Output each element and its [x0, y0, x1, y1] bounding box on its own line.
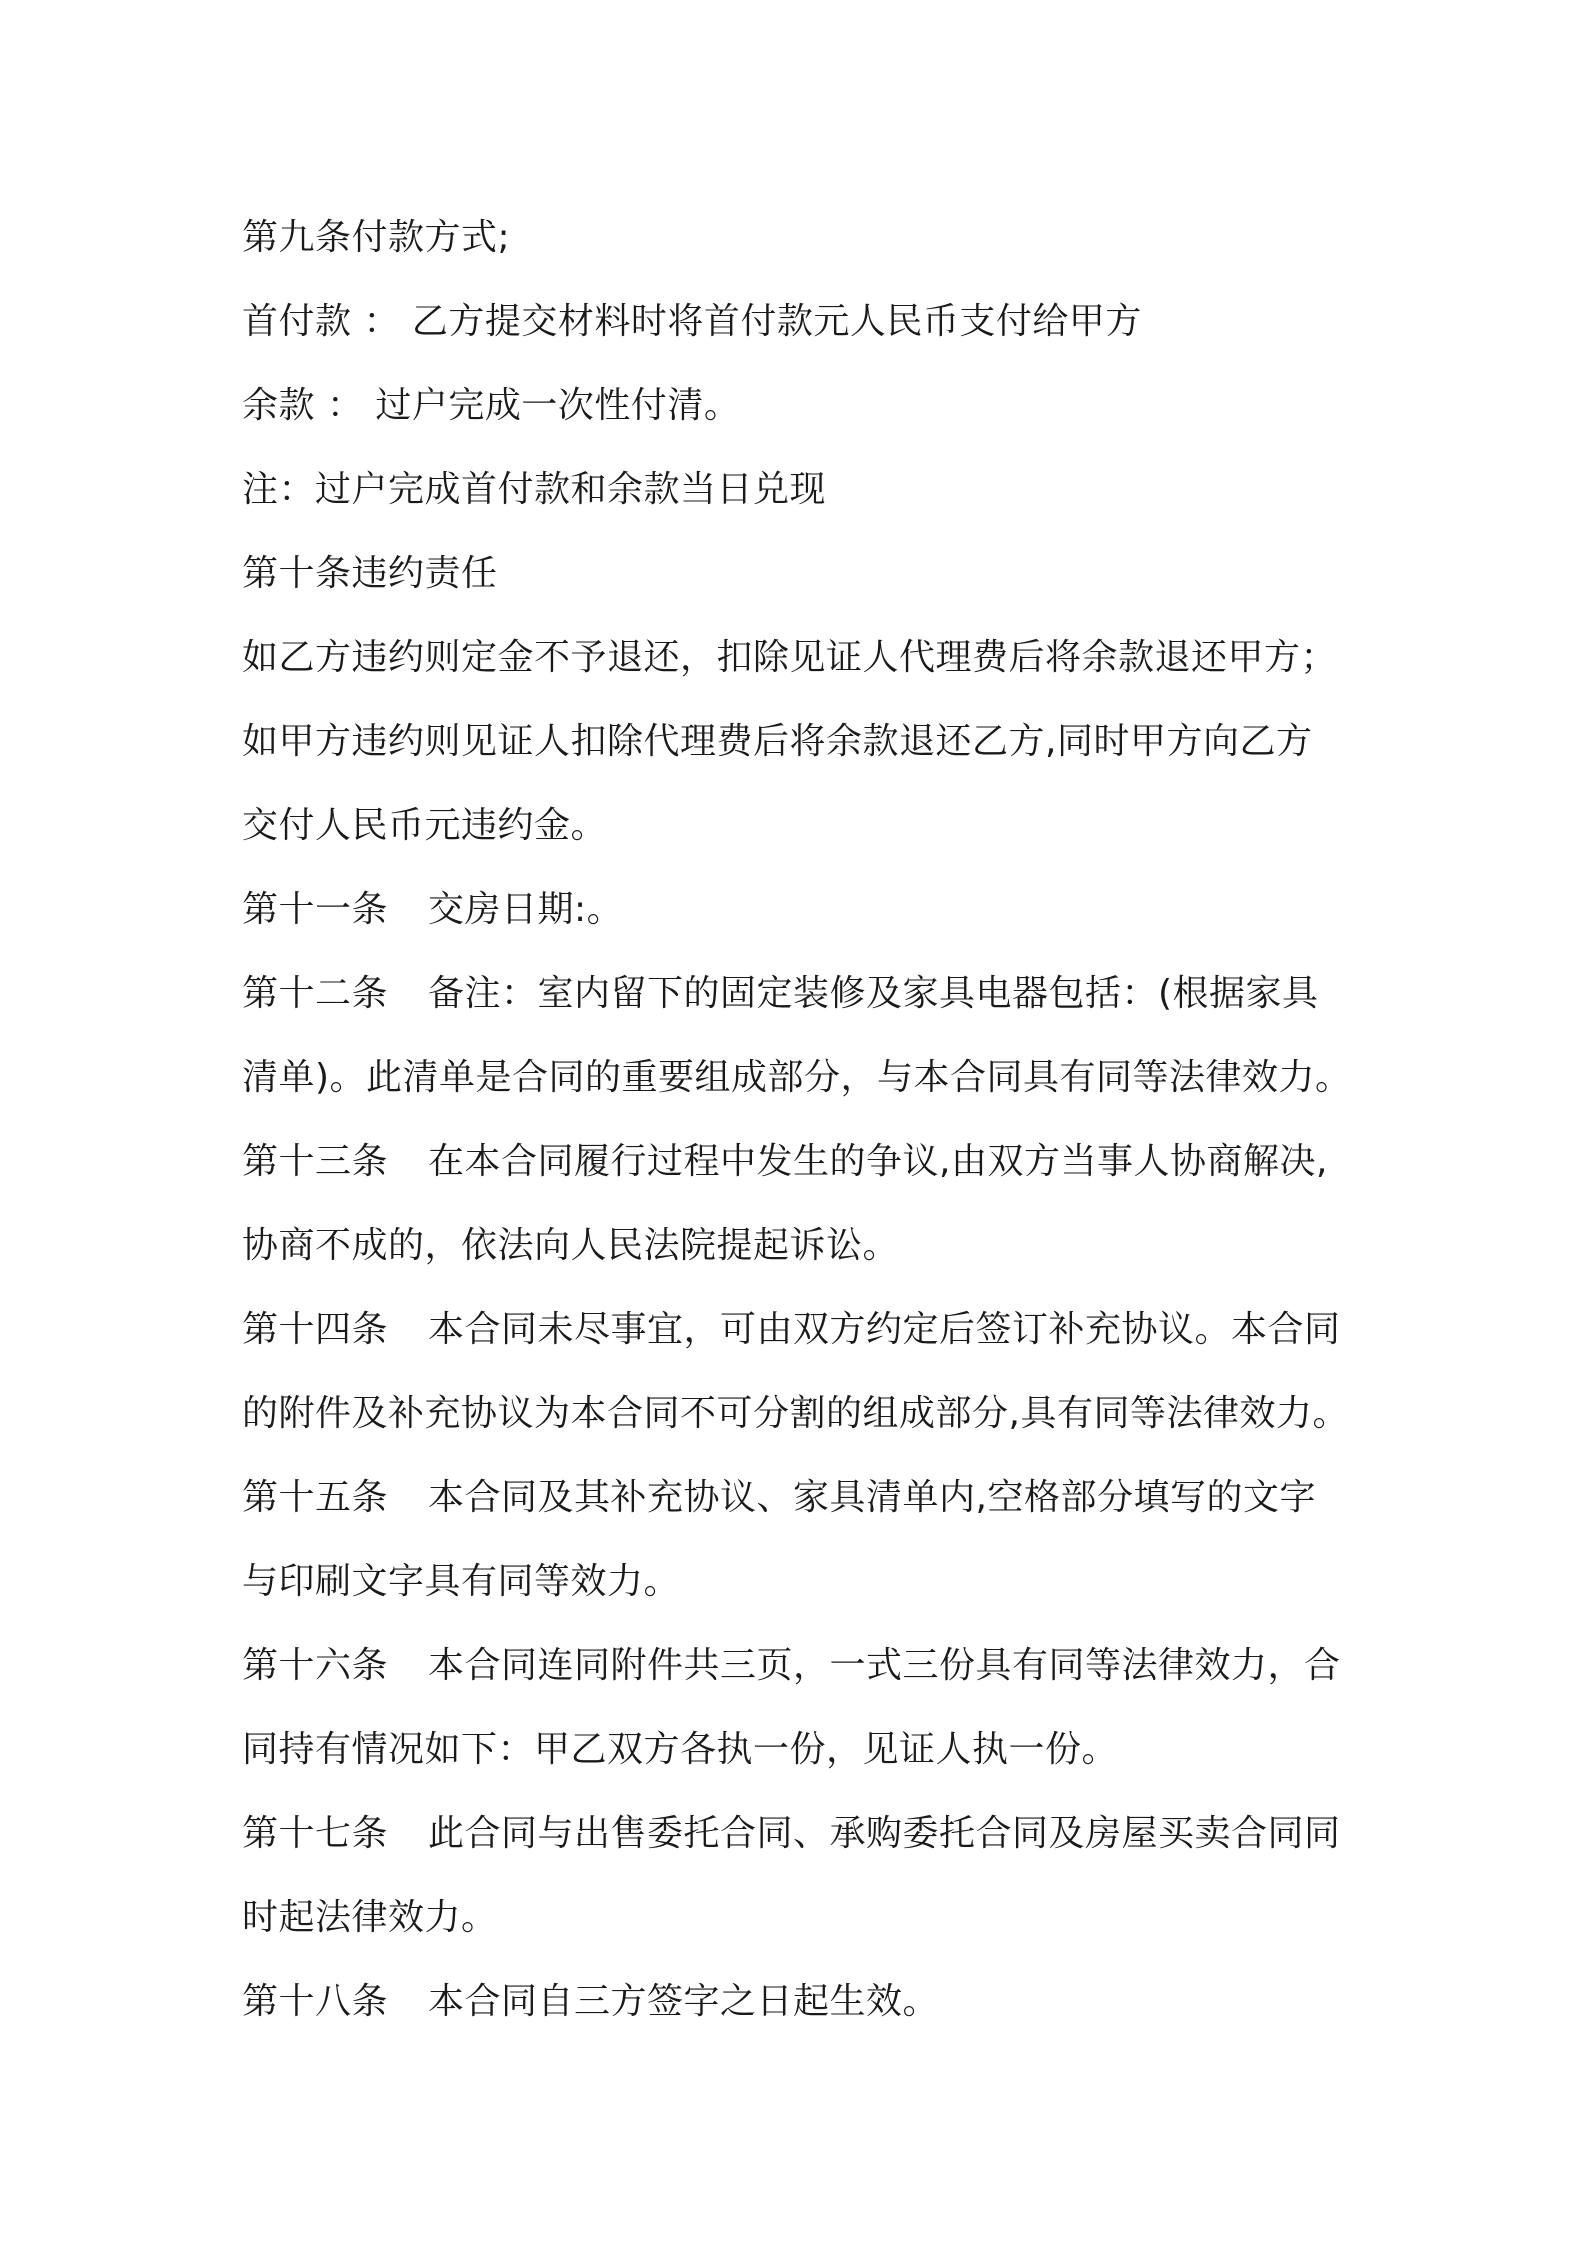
- text-line: [242, 1204, 1382, 1288]
- article-line: [242, 1288, 1382, 1372]
- line-text: 的附件及补充协议为本合同不可分割的组成部分,具有同等法律效力。: [242, 1393, 1349, 1434]
- article-text: 本合同及其补充协议、家具清单内,空格部分填写的文字: [428, 1477, 1316, 1518]
- line-text: 同持有情况如下：甲乙双方各执一份，见证人执一份。: [242, 1729, 1119, 1770]
- article-number: 第十三条: [242, 1141, 389, 1182]
- contract-text: [242, 196, 1382, 2044]
- article-number: 第十四条: [242, 1309, 389, 1350]
- text-line: [242, 616, 1382, 700]
- text-line: [242, 448, 1382, 532]
- article-text: 本合同未尽事宜，可由双方约定后签订补充协议。本合同: [428, 1309, 1341, 1350]
- line-text: 协商不成的，依法向人民法院提起诉讼。: [242, 1225, 900, 1266]
- text-line: [242, 280, 1382, 364]
- text-line: [242, 364, 1382, 448]
- text-line: [242, 196, 1382, 280]
- article-number: 第十一条: [242, 889, 389, 930]
- article-line: [242, 952, 1382, 1036]
- text-line: [242, 1876, 1382, 1960]
- line-text: 首付款 ： 乙方提交材料时将首付款元人民币支付给甲方: [242, 301, 1142, 342]
- line-text: 时起法律效力。: [242, 1897, 498, 1938]
- article-number: 第十七条: [242, 1813, 389, 1854]
- article-text: 本合同自三方签字之日起生效。: [428, 1981, 940, 2022]
- line-text: 与印刷文字具有同等效力。: [242, 1561, 681, 1602]
- article-line: [242, 1120, 1382, 1204]
- article-text: 备注：室内留下的固定装修及家具电器包括：(根据家具: [428, 973, 1319, 1014]
- article-number: 第十六条: [242, 1645, 389, 1686]
- article-number: 第十八条: [242, 1981, 389, 2022]
- line-text: 第十条违约责任: [242, 553, 498, 594]
- article-line: [242, 868, 1382, 952]
- line-text: 交付人民币元违约金。: [242, 805, 608, 846]
- article-text: 本合同连同附件共三页，一式三份具有同等法律效力，合: [428, 1645, 1341, 1686]
- text-line: [242, 1372, 1382, 1456]
- article-line: [242, 1624, 1382, 1708]
- text-line: [242, 1036, 1382, 1120]
- text-line: [242, 1708, 1382, 1792]
- text-line: [242, 700, 1382, 784]
- text-line: [242, 532, 1382, 616]
- article-text: 在本合同履行过程中发生的争议,由双方当事人协商解决,: [428, 1141, 1328, 1182]
- line-text: 余款 ： 过户完成一次性付清。: [242, 385, 741, 426]
- line-text: 如乙方违约则定金不予退还，扣除见证人代理费后将余款退还甲方；: [242, 637, 1338, 678]
- article-number: 第十五条: [242, 1477, 389, 1518]
- article-line: [242, 1960, 1382, 2044]
- line-text: 如甲方违约则见证人扣除代理费后将余款退还乙方,同时甲方向乙方: [242, 721, 1313, 762]
- text-line: [242, 784, 1382, 868]
- article-line: [242, 1792, 1382, 1876]
- article-line: [242, 1456, 1382, 1540]
- line-text: 注：过户完成首付款和余款当日兑现: [242, 469, 827, 510]
- article-text: 交房日期:。: [428, 889, 624, 930]
- article-text: 此合同与出售委托合同、承购委托合同及房屋买卖合同同: [428, 1813, 1341, 1854]
- line-text: 第九条付款方式;: [242, 217, 511, 258]
- text-line: [242, 1540, 1382, 1624]
- line-text: 清单)。此清单是合同的重要组成部分，与本合同具有同等法律效力。: [242, 1057, 1352, 1098]
- article-number: 第十二条: [242, 973, 389, 1014]
